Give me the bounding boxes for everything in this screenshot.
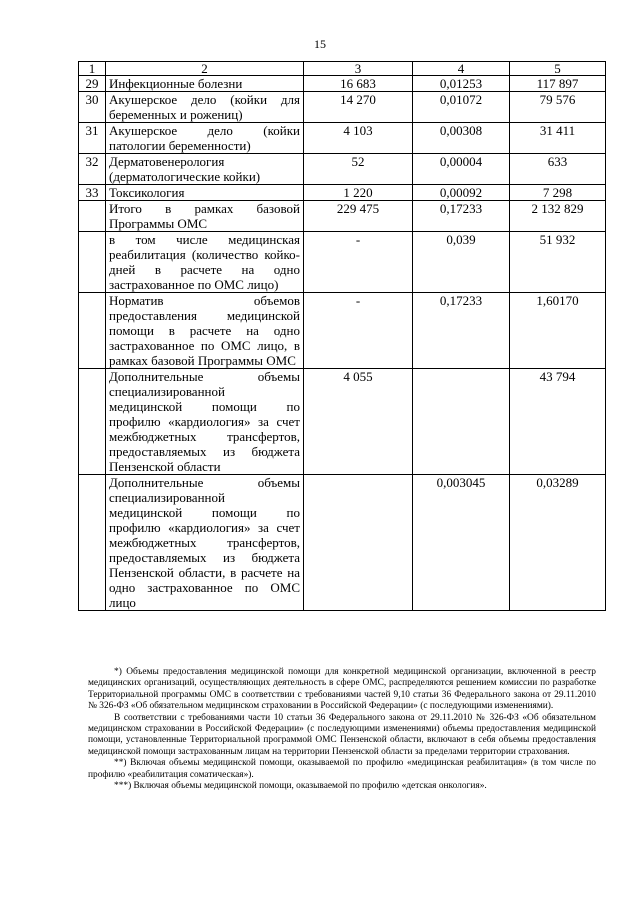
- row-number: 31: [79, 123, 106, 154]
- footnote: *) Объемы предоставления медицинской помощи для конкретной медицинской организации, включенной в реестр медицинских организаций, осуществляющих деятельность в сфере ОМС, распределяются решением комиссии по разработке Территориальной программы ОМС в соответствии с требованиями частей 9,10 статьи 36 Федерального закона от 29.11.2010 № 326-ФЗ «Об обязательном медицинском страховании в Российской Федерации» (с последующими изменениями).: [88, 667, 596, 712]
- row-col3: 52: [304, 154, 413, 185]
- cardiology-row: [79, 369, 606, 475]
- row-col4: 0,17233: [413, 201, 510, 232]
- row-col5: 79 576: [510, 92, 606, 123]
- row-number: [79, 475, 106, 611]
- header-cell: 4: [413, 62, 510, 76]
- row-col5: 31 411: [510, 123, 606, 154]
- row-col5: 117 897: [510, 76, 606, 92]
- page-number: 15: [314, 37, 326, 51]
- footnotes: [88, 667, 596, 792]
- volumes-table: [78, 61, 606, 611]
- row-col3: 14 270: [304, 92, 413, 123]
- row-col3: 1 220: [304, 185, 413, 201]
- header-cell: 5: [510, 62, 606, 76]
- row-name: Акушерское дело (койки патологии беременности): [106, 123, 304, 154]
- table-row: [79, 154, 606, 185]
- row-col3: [304, 475, 413, 611]
- normative-row: [79, 293, 606, 369]
- cardiology-per-person-row: [79, 475, 606, 611]
- row-col5: 633: [510, 154, 606, 185]
- row-col4: 0,003045: [413, 475, 510, 611]
- row-col5: 1,60170: [510, 293, 606, 369]
- row-number: 30: [79, 92, 106, 123]
- row-name: в том числе медицинская реабилитация (количество койко-дней в расчете на одно застрахованное по ОМС лицо): [106, 232, 304, 293]
- row-col4: 0,00308: [413, 123, 510, 154]
- table-row: [79, 185, 606, 201]
- row-number: [79, 369, 106, 475]
- row-col3: 229 475: [304, 201, 413, 232]
- row-number: 33: [79, 185, 106, 201]
- rehabilitation-row: [79, 232, 606, 293]
- header-cell: 2: [106, 62, 304, 76]
- row-name: Итого в рамках базовой Программы ОМС: [106, 201, 304, 232]
- row-col4: 0,00004: [413, 154, 510, 185]
- table-row: [79, 76, 606, 92]
- row-name: Дерматовенерология (дерматологические койки): [106, 154, 304, 185]
- row-col5: 51 932: [510, 232, 606, 293]
- row-col4: 0,01072: [413, 92, 510, 123]
- row-number: [79, 293, 106, 369]
- row-col4: 0,17233: [413, 293, 510, 369]
- row-number: 29: [79, 76, 106, 92]
- header-cell: 1: [79, 62, 106, 76]
- row-col5: 7 298: [510, 185, 606, 201]
- table-row: [79, 92, 606, 123]
- row-col4: 0,01253: [413, 76, 510, 92]
- row-col5: 43 794: [510, 369, 606, 475]
- row-number: [79, 201, 106, 232]
- header-row: [79, 62, 606, 76]
- row-col5: 0,03289: [510, 475, 606, 611]
- row-name: Акушерское дело (койки для беременных и рожениц): [106, 92, 304, 123]
- row-number: [79, 232, 106, 293]
- table-row: [79, 123, 606, 154]
- row-col4: 0,039: [413, 232, 510, 293]
- row-name: Токсикология: [106, 185, 304, 201]
- row-name: Дополнительные объемы специализированной медицинской помощи по профилю «кардиология» за счет межбюджетных трансфертов, предоставляемых из бюджета Пензенской области, в расчете на одно застрахованное по ОМС лицо: [106, 475, 304, 611]
- total-row: [79, 201, 606, 232]
- row-col4: 0,00092: [413, 185, 510, 201]
- row-col3: 16 683: [304, 76, 413, 92]
- row-col4: [413, 369, 510, 475]
- header-cell: 3: [304, 62, 413, 76]
- row-name: Норматив объемов предоставления медицинской помощи в расчете на одно застрахованное по ОМС лицо, в рамках базовой Программы ОМС: [106, 293, 304, 369]
- row-name: Дополнительные объемы специализированной медицинской помощи по профилю «кардиология» за счет межбюджетных трансфертов, предоставляемых из бюджета Пензенской области: [106, 369, 304, 475]
- row-col3: -: [304, 232, 413, 293]
- footnote: **) Включая объемы медицинской помощи, оказываемой по профилю «медицинская реабилитация» (в том числе по профилю «реабилитация соматическая»).: [88, 758, 596, 780]
- row-col3: 4 103: [304, 123, 413, 154]
- footnote: ***) Включая объемы медицинской помощи, оказываемой по профилю «детская онкология».: [114, 781, 487, 792]
- row-name: Инфекционные болезни: [106, 76, 304, 92]
- row-col3: 4 055: [304, 369, 413, 475]
- footnote: В соответствии с требованиями части 10 статьи 36 Федерального закона от 29.11.2010 № 326-ФЗ «Об обязательном медицинском страховании в Российской Федерации» (с последующими изменениями) объемы предоставления медицинской помощи, установленные Территориальной программой ОМС Пензенской области, включают в себя объемы предоставления медицинской помощи застрахованным лицам на территории Пензенской области за пределами территории страхования.: [88, 712, 596, 757]
- row-col3: -: [304, 293, 413, 369]
- row-col5: 2 132 829: [510, 201, 606, 232]
- row-number: 32: [79, 154, 106, 185]
